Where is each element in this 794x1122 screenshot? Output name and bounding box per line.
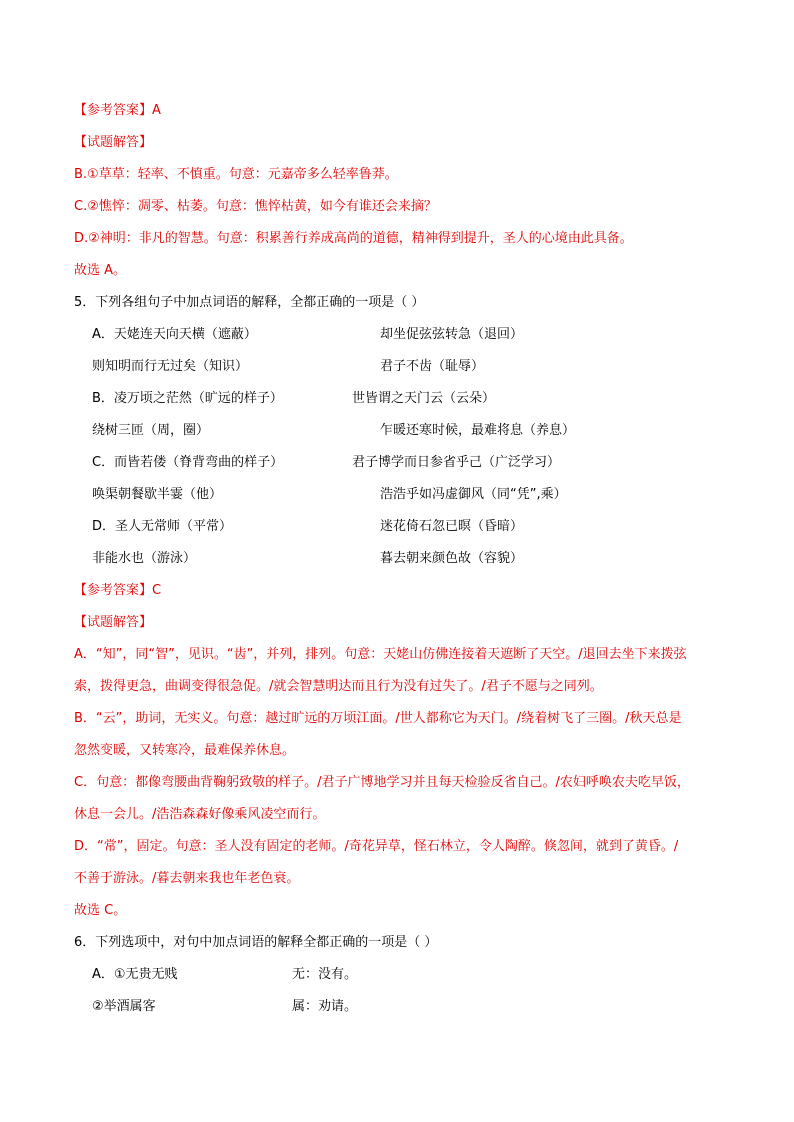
conclusion: 故选 C。 [74, 903, 127, 918]
explanation-title: 【试题解答】 [74, 135, 153, 150]
question-stem: 5．下列各组句子中加点词语的解释，全都正确的一项是（ ） [74, 295, 425, 310]
option-left: 则知明而行无过矣（知识） [92, 359, 249, 374]
option-right: 无：没有。 [292, 967, 358, 982]
explanation-line: B．“云”，助词，无实义。句意：越过旷远的万顷江面。/世人都称它为天门。/绕着树飞了三圈。/秋天总是 [74, 711, 682, 726]
explanation-line: D．“常”，固定。句意：圣人没有固定的老师。/奇花异草，怪石林立，令人陶醉。倏忽间，就到了黄昏。/ [74, 839, 679, 854]
option-right: 君子不齿（耻辱） [380, 359, 485, 374]
option-left: 唤渠朝餐歇半霎（他） [92, 487, 223, 502]
explanation-line: C.②憔悴：凋零、枯萎。句意：憔悴枯黄，如今有谁还会来摘？ [74, 199, 437, 214]
explanation-line: 休息一会儿。/浩浩森森好像乘风凌空而行。 [74, 807, 326, 822]
option-left: A．①无贵无贱 [92, 967, 178, 982]
explanation-line: 忽然变暖，又转寒冷，最难保养休息。 [74, 743, 296, 758]
option-left: 非能水也（游泳） [92, 551, 197, 566]
option-left: C．而皆若偻（脊背弯曲的样子） [92, 455, 284, 470]
explanation-line: B.①草草：轻率、不慎重。句意：元嘉帝多么轻率鲁莽。 [74, 167, 398, 182]
option-left: 绕树三匝（周，圈） [92, 423, 210, 438]
option-right: 世皆谓之天门云（云朵） [352, 391, 496, 406]
option-right: 暮去朝来颜色故（容貌） [380, 551, 524, 566]
option-left: B．凌万顷之茫然（旷远的样子） [92, 391, 283, 406]
option-right: 属：劝请。 [292, 999, 358, 1014]
conclusion: 故选 A。 [74, 263, 127, 278]
option-left: D．圣人无常师（平常） [92, 519, 233, 534]
explanation-line: A．“知”，同“智”，见识。“齿”，并列，排列。句意：天姥山仿佛连接着天遮断了天空。/退回去坐下来拨弦 [74, 647, 687, 662]
option-right: 迷花倚石忽已暝（昏暗） [380, 519, 524, 534]
reference-answer: 【参考答案】A [74, 103, 161, 118]
explanation-title: 【试题解答】 [74, 615, 153, 630]
option-right: 却坐促弦弦转急（退回） [380, 327, 524, 342]
option-left: ②举酒属客 [92, 999, 156, 1014]
option-right: 乍暖还寒时候，最难将息（养息） [380, 423, 576, 438]
reference-answer: 【参考答案】C [74, 583, 162, 598]
option-right: 浩浩乎如冯虚御风（同“凭”,乘） [380, 487, 567, 502]
explanation-line: D.②神明：非凡的智慧。句意：积累善行养成高尚的道德，精神得到提升，圣人的心境由此具备。 [74, 231, 633, 246]
option-right: 君子博学而日参省乎己（广泛学习） [352, 455, 561, 470]
question-stem: 6．下列选项中，对句中加点词语的解释全都正确的一项是（ ） [74, 935, 438, 950]
explanation-line: C．句意：都像弯腰曲背鞠躬致敬的样子。/君子广博地学习并且每天检验反省自己。/农妇呼唤农夫吃早饭， [74, 775, 690, 790]
option-left: A．天姥连天向天横（遮蔽） [92, 327, 257, 342]
explanation-line: 索，拨得更急，曲调变得很急促。/就会智慧明达而且行为没有过失了。/君子不愿与之同列。 [74, 679, 603, 694]
explanation-line: 不善于游泳。/暮去朝来我也年老色衰。 [74, 871, 300, 886]
